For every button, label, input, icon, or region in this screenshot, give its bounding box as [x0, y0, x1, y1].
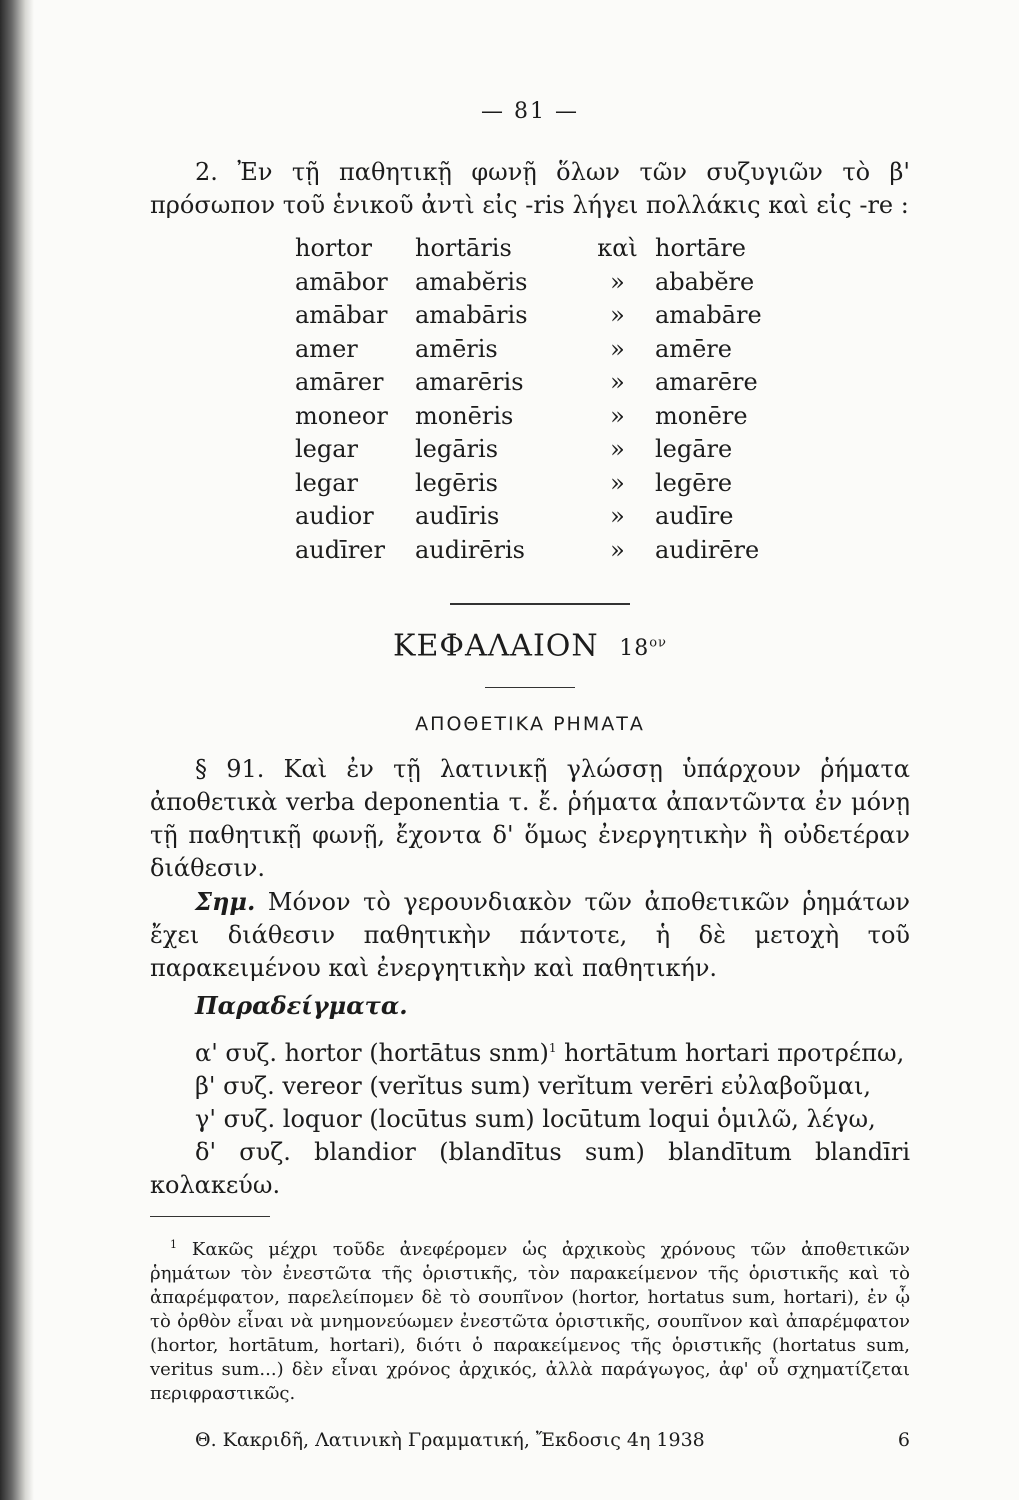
form-2nd-ris: hortāris: [415, 234, 512, 263]
form-1st-person: legar: [295, 435, 359, 464]
form-2nd-re: audīre: [655, 502, 734, 531]
table-row: [295, 232, 815, 266]
form-1st-person: legar: [295, 468, 359, 497]
connector: »: [610, 401, 625, 430]
connector: »: [610, 435, 625, 464]
example-text: β' συζ. vereor (verĭtus sum) verĭtum verēri εὐλαβοῦμαι,: [195, 1072, 871, 1101]
form-1st-person: amābor: [295, 267, 388, 296]
examples-list: [150, 1032, 910, 1202]
connector: »: [610, 334, 625, 363]
sheet-signature: 6: [897, 1429, 910, 1452]
footnote-reference: 1: [548, 1041, 557, 1056]
form-2nd-ris: amabāris: [415, 301, 528, 330]
note-paragraph: [150, 885, 910, 985]
form-1st-person: amer: [295, 334, 358, 363]
publisher-line: [150, 1424, 910, 1457]
form-1st-person: amābar: [295, 301, 388, 330]
chapter-title: ΚΕΦΑΛΑΙΟΝ: [393, 628, 599, 664]
footnote-text: Κακῶς μέχρι τοῦδε ἀνεφέρομεν ὡς ἀρχικοὺς χρόνους τῶν ἀποθετικῶν ῥημάτων τὸν ἐνεστῶτα τῆς ὁριστικῆς, τὸν παρακείμενον τῆς ὁριστικῆς καὶ τὸ ἀπαρέμφατον, παρελείπομεν δὲ τὸ σουπῖνον (hortor, hortatus sum, hortari), ἐν ᾧ τὸ ὀρθὸν εἶναι νὰ μνημονεύωμεν ἐνεστῶτα ὁριστικῆς, σουπῖνον καὶ ἀπαρέμφατον (hortor, hortātum, hortari), διότι ὁ παρακείμενος τῆς ὁριστικῆς (hortatus sum, veritus sum...) δὲν εἶναι χρόνος ἀρχικός, ἀλλὰ παράγωγος, ἀφ' οὗ σχηματίζεται περιφραστικῶς.: [150, 1239, 910, 1405]
page-number: — 81 —: [481, 99, 579, 124]
form-2nd-ris: audirēris: [415, 535, 525, 564]
form-2nd-ris: audīris: [415, 502, 500, 531]
connector: »: [610, 502, 625, 531]
example-line: [150, 1103, 910, 1136]
example-line: [150, 1070, 910, 1103]
intro-paragraph: 2. Ἐν τῇ παθητικῇ φωνῇ ὅλων τῶν συζυγιῶν τὸ β' πρόσωπον τοῦ ἑνικοῦ ἀντὶ εἰς -ris λήγει πολλάκις καὶ εἰς -re :: [150, 158, 910, 219]
form-2nd-re: hortāre: [655, 234, 747, 263]
form-2nd-re: amarēre: [655, 368, 758, 397]
chapter-heading: [150, 627, 910, 665]
chapter-subtitle: ΑΠΟΘΕΤΙΚΑ ΡΗΜΑΤΑ: [415, 713, 645, 736]
form-2nd-re: monēre: [655, 401, 748, 430]
form-2nd-re: ababĕre: [655, 267, 755, 296]
table-row: [295, 366, 815, 400]
form-1st-person: audior: [295, 502, 374, 531]
connector: »: [610, 468, 625, 497]
form-2nd-re: audirēre: [655, 535, 760, 564]
book-binding-edge: [0, 0, 34, 1500]
footnote-divider: [150, 1216, 270, 1217]
table-row: [295, 333, 815, 367]
table-row: [295, 534, 815, 568]
table-row: [295, 500, 815, 534]
example-text: α' συζ. hortor (hortātus snm): [195, 1039, 549, 1068]
table-row: [295, 433, 815, 467]
form-2nd-ris: legēris: [415, 468, 498, 497]
table-row: [295, 400, 815, 434]
note-label: Σημ.: [195, 887, 256, 917]
form-2nd-re: legēre: [655, 468, 733, 497]
form-1st-person: hortor: [295, 234, 372, 263]
examples-title: Παραδείγματα.: [195, 991, 408, 1021]
table-row: [295, 467, 815, 501]
form-2nd-re: legāre: [655, 435, 733, 464]
example-text-cont: hortātum hortari προτρέπω,: [556, 1039, 905, 1068]
form-1st-person: audīrer: [295, 535, 385, 564]
note-text: Μόνον τὸ γερουνδιακὸν τῶν ἀποθετικῶν ῥημάτων ἔχει διάθεσιν παθητικὴν πάντοτε, ἡ δὲ μετοχὴ τοῦ παρακειμένου καὶ ἐνεργητικὴν καὶ παθητικήν.: [150, 888, 910, 983]
form-2nd-re: amēre: [655, 334, 732, 363]
form-2nd-ris: amēris: [415, 334, 498, 363]
table-row: [295, 266, 815, 300]
section-divider: [450, 603, 630, 605]
publisher-text: Θ. Κακριδῆ, Λατινικὴ Γραμματική, Ἔκδοσις 4η 1938: [195, 1429, 705, 1452]
document-page: [150, 95, 910, 1457]
connector: »: [610, 535, 625, 564]
conjugation-table: [295, 232, 815, 567]
form-2nd-ris: amarēris: [415, 368, 524, 397]
section-91-paragraph: § 91. Καὶ ἐν τῇ λατινικῇ γλώσσῃ ὑπάρχουν ῥήματα ἀποθετικὰ verba deponentia τ. ἔ. ῥήματα ἀπαντῶντα ἐν μόνῃ τῇ παθητικῇ φωνῇ, ἔχοντα δ' ὅμως ἐνεργητικὴν ἢ οὐδετέραν διάθεσιν.: [150, 755, 910, 883]
connector: »: [610, 368, 625, 397]
example-line: [150, 1032, 910, 1070]
table-row: [295, 299, 815, 333]
example-text: δ' συζ. blandior (blandītus sum) blandītum blandīri κολακεύω.: [150, 1138, 910, 1200]
footnote-mark: 1: [170, 1238, 177, 1252]
form-2nd-ris: legāris: [415, 435, 499, 464]
form-2nd-ris: amabĕris: [415, 267, 528, 296]
example-line: [150, 1136, 910, 1202]
connector: καὶ: [597, 234, 638, 263]
example-text: γ' συζ. loquor (locūtus sum) locūtum loqui ὁμιλῶ, λέγω,: [195, 1105, 876, 1134]
chapter-divider: [485, 687, 575, 688]
footnote: [150, 1233, 910, 1406]
connector: »: [610, 301, 625, 330]
form-1st-person: moneor: [295, 401, 388, 430]
connector: »: [610, 267, 625, 296]
chapter-number: $18^{o\nu}$: [619, 636, 667, 662]
form-2nd-ris: monēris: [415, 401, 514, 430]
form-1st-person: amārer: [295, 368, 384, 397]
form-2nd-re: amabāre: [655, 301, 762, 330]
